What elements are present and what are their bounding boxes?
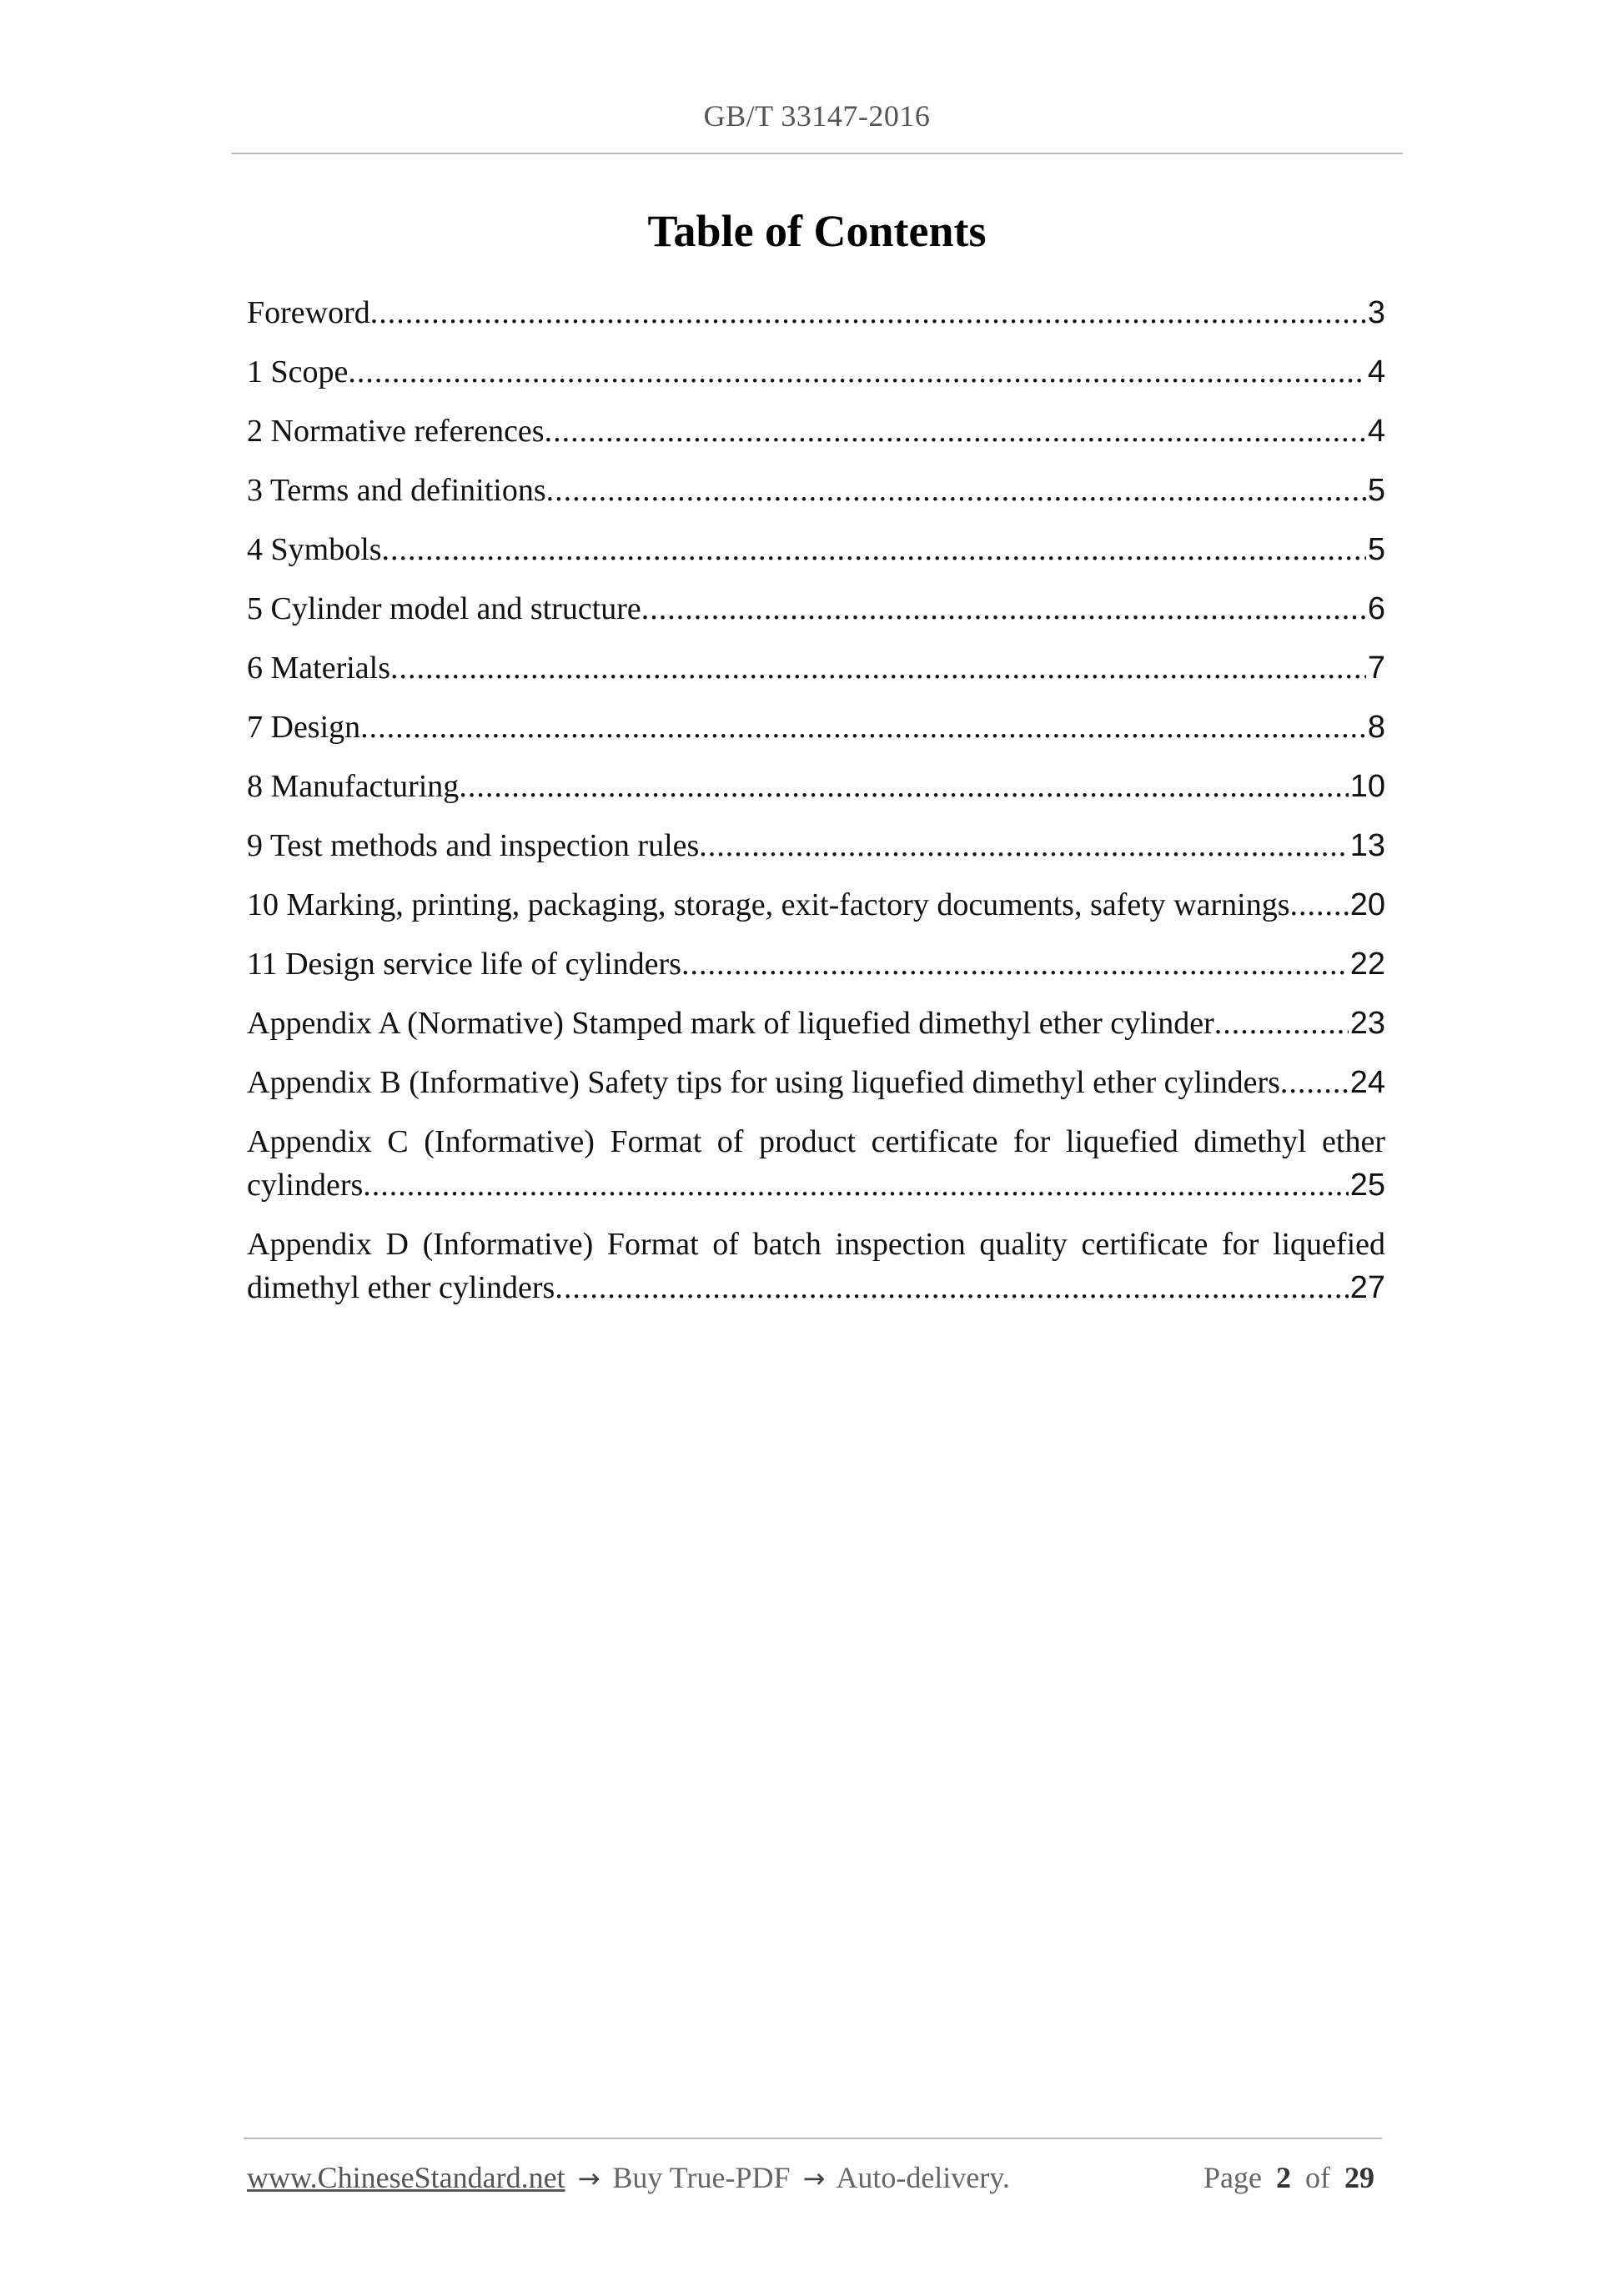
toc-entry-text: 5 Cylinder model and structure xyxy=(247,591,641,626)
toc-leader-dots xyxy=(348,350,1365,394)
toc-entry-terms-definitions[interactable] xyxy=(247,469,1385,528)
toc-leader-dots xyxy=(370,291,1366,334)
toc-entry-text: 7 Design xyxy=(247,710,361,745)
toc-entry-test-methods[interactable] xyxy=(247,824,1385,883)
toc-entry-text: Appendix A (Normative) Stamped mark of liquefied dimethyl ether cylinder xyxy=(247,1006,1214,1041)
toc-entry-manufacturing[interactable] xyxy=(247,765,1385,824)
toc-entry-symbols[interactable] xyxy=(247,528,1385,587)
page-label: Page xyxy=(1203,2161,1262,2194)
toc-entry-text: 8 Manufacturing xyxy=(247,769,460,804)
toc-entry-text-line1: Appendix D (Informative) Format of batch inspection quality certificate for liquefied xyxy=(247,1227,1385,1262)
toc-page-number: 5 xyxy=(1367,473,1385,508)
toc-entry-foreword[interactable] xyxy=(247,291,1385,350)
toc-leader-dots xyxy=(363,1163,1348,1207)
toc-entry-appendix-b[interactable] xyxy=(247,1061,1385,1120)
toc-leader-dots xyxy=(545,409,1366,453)
toc-entry-cylinder-model[interactable] xyxy=(247,587,1385,646)
toc-page-number: 4 xyxy=(1367,414,1385,449)
toc-entry-text: 11 Design service life of cylinders xyxy=(247,947,681,982)
toc-leader-dots xyxy=(1280,1061,1349,1104)
header-divider xyxy=(231,153,1403,154)
toc-entry-appendix-a[interactable] xyxy=(247,1002,1385,1061)
toc-page-number: 10 xyxy=(1349,769,1385,804)
toc-leader-dots xyxy=(382,528,1366,571)
document-id-header: GB/T 33147-2016 xyxy=(703,99,931,133)
page-indicator xyxy=(1203,2160,1381,2195)
toc-entry-text: 1 Scope xyxy=(247,354,349,389)
toc-leader-dots xyxy=(1214,1002,1349,1045)
toc-page-number: 20 xyxy=(1349,887,1385,922)
right-arrow-icon: → xyxy=(802,2163,826,2194)
toc-entry-text: 9 Test methods and inspection rules xyxy=(247,828,700,863)
toc-entry-text-line2: cylinders xyxy=(247,1168,364,1203)
toc-page-number: 8 xyxy=(1367,710,1385,745)
toc-entry-normative-references[interactable] xyxy=(247,409,1385,469)
toc-page-number: 22 xyxy=(1349,947,1385,982)
footer-divider xyxy=(244,2138,1382,2139)
toc-page-number: 4 xyxy=(1367,354,1385,389)
toc-entry-design[interactable] xyxy=(247,706,1385,765)
toc-leader-dots xyxy=(681,942,1349,986)
toc-page-number: 25 xyxy=(1349,1168,1385,1203)
toc-entry-scope[interactable] xyxy=(247,350,1385,409)
page-footer xyxy=(247,2160,1381,2195)
toc-page-number: 3 xyxy=(1367,295,1385,330)
toc-entry-marking[interactable] xyxy=(247,883,1385,942)
toc-leader-dots xyxy=(641,587,1366,631)
toc-leader-dots xyxy=(390,646,1366,690)
toc-page-number: 5 xyxy=(1367,532,1385,567)
toc-leader-dots xyxy=(1290,883,1349,927)
toc-page-number: 27 xyxy=(1349,1270,1385,1305)
toc-entry-design-service-life[interactable] xyxy=(247,942,1385,1002)
toc-entry-appendix-c[interactable] xyxy=(247,1120,1385,1223)
footer-promo xyxy=(247,2160,1010,2195)
toc-entry-text: 6 Materials xyxy=(247,651,391,686)
toc-entry-text: Foreword xyxy=(247,295,370,330)
toc-page-number: 6 xyxy=(1367,591,1385,626)
toc-leader-dots xyxy=(555,1266,1348,1309)
toc-page-number: 23 xyxy=(1349,1006,1385,1041)
table-of-contents xyxy=(247,291,1385,1325)
toc-entry-text: 4 Symbols xyxy=(247,532,382,567)
page-of-label: of xyxy=(1305,2161,1330,2194)
toc-entry-text: 10 Marking, printing, packaging, storage, exit-factory documents, safety warnings xyxy=(247,887,1290,922)
toc-entry-text-line1: Appendix C (Informative) Format of product certificate for liquefied dimethyl ether xyxy=(247,1124,1385,1159)
current-page-number: 2 xyxy=(1276,2161,1291,2194)
toc-entry-text: Appendix B (Informative) Safety tips for using liquefied dimethyl ether cylinders xyxy=(247,1065,1280,1100)
toc-leader-dots xyxy=(459,765,1348,808)
toc-leader-dots xyxy=(360,706,1366,749)
toc-page-number: 13 xyxy=(1349,828,1385,863)
site-link[interactable]: www.ChineseStandard.net xyxy=(247,2161,565,2194)
toc-entry-text: 3 Terms and definitions xyxy=(247,473,546,508)
auto-delivery-text: Auto-delivery. xyxy=(836,2161,1010,2194)
buy-pdf-text: Buy True-PDF xyxy=(612,2161,791,2194)
toc-entry-text: 2 Normative references xyxy=(247,414,545,449)
right-arrow-icon: → xyxy=(577,2163,600,2194)
toc-leader-dots xyxy=(699,824,1348,867)
toc-entry-appendix-d[interactable] xyxy=(247,1223,1385,1325)
toc-title: Table of Contents xyxy=(647,206,987,256)
total-page-number: 29 xyxy=(1344,2161,1374,2194)
toc-page-number: 7 xyxy=(1367,651,1385,686)
toc-entry-text-line2: dimethyl ether cylinders xyxy=(247,1270,555,1305)
toc-page-number: 24 xyxy=(1349,1065,1385,1100)
toc-entry-materials[interactable] xyxy=(247,646,1385,706)
toc-leader-dots xyxy=(546,469,1366,512)
